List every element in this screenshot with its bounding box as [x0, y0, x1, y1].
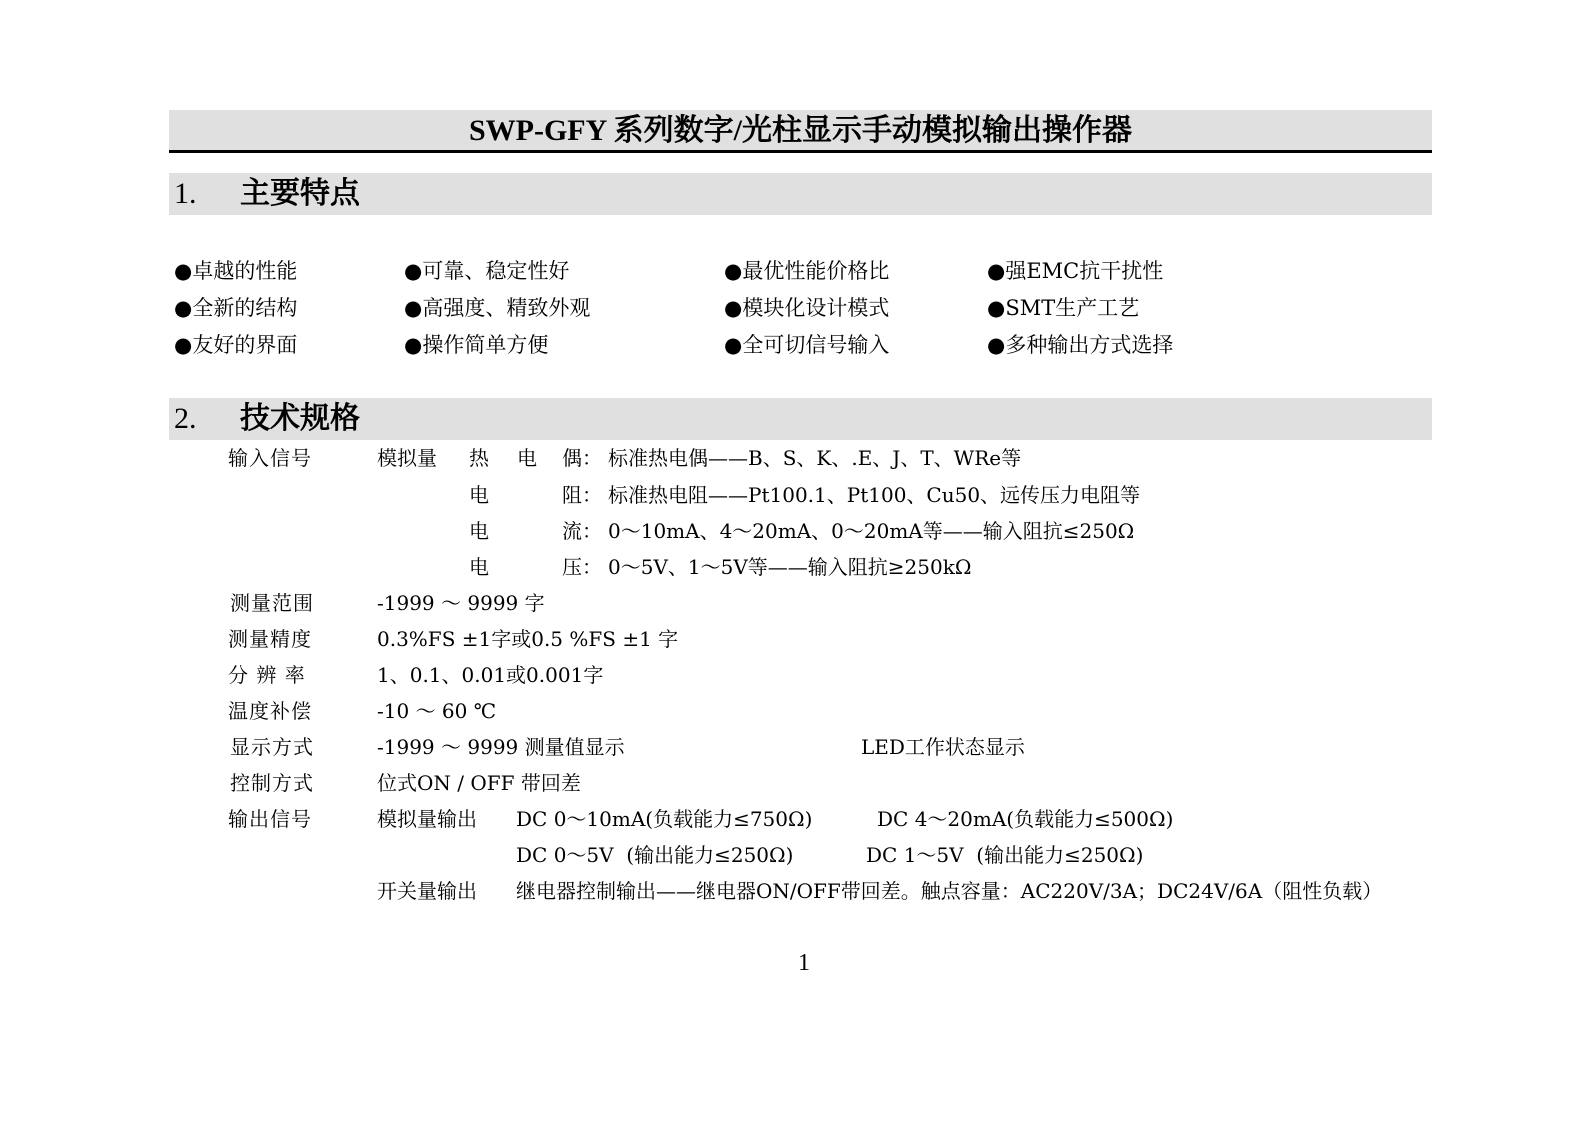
- spec-output-analog-3: DC 0～5V (输出能力≤250Ω): [516, 843, 794, 867]
- section-2-title: 技术规格: [240, 401, 360, 436]
- feature-item: ●最优性能价格比: [724, 259, 890, 283]
- feature-item: ●SMT生产工艺: [987, 296, 1140, 320]
- spec-output-analog-1: DC 0～10mA(负载能力≤750Ω): [516, 807, 813, 831]
- section-1-title: 主要特点: [240, 176, 360, 211]
- spec-input-key: 电: [517, 446, 537, 470]
- spec-accuracy-value: 0.3%FS ±1字或0.5 %FS ±1 字: [377, 627, 679, 651]
- spec-input-key: 流：: [562, 519, 602, 543]
- spec-label-input: 输入信号: [228, 446, 312, 470]
- spec-display-value-2: LED工作状态显示: [861, 735, 1025, 759]
- spec-input-key: 压：: [562, 555, 602, 579]
- spec-output-analog-4: DC 1～5V (输出能力≤250Ω): [866, 843, 1144, 867]
- spec-input-value: 标准热电偶——B、S、K、.E、J、T、WRe等: [608, 446, 1022, 470]
- spec-input-value: 0～5V、1～5V等——输入阻抗≥250kΩ: [608, 555, 972, 579]
- spec-input-key: 阻：: [562, 483, 602, 507]
- spec-output-analog-2: DC 4～20mA(负载能力≤500Ω): [877, 807, 1174, 831]
- page-number: 1: [798, 950, 810, 976]
- spec-label-range: 测量范围: [230, 591, 314, 615]
- feature-item: ●强EMC抗干扰性: [987, 259, 1164, 283]
- spec-label-accuracy: 测量精度: [228, 627, 312, 651]
- spec-input-key: 热: [469, 446, 489, 470]
- feature-item: ●操作简单方便: [404, 333, 549, 357]
- spec-label-control: 控制方式: [230, 771, 314, 795]
- spec-input-key: 电: [469, 555, 489, 579]
- spec-temp-comp-value: -10 ～ 60 ℃: [377, 699, 497, 723]
- spec-output-switch-value: 继电器控制输出——继电器ON/OFF带回差。触点容量：AC220V/3A；DC24V/6A（阻性负载）: [516, 879, 1383, 903]
- spec-range-value: -1999 ～ 9999 字: [377, 591, 545, 615]
- feature-item: ●模块化设计模式: [724, 296, 890, 320]
- spec-input-value: 0～10mA、4～20mA、0～20mA等——输入阻抗≤250Ω: [608, 519, 1135, 543]
- spec-input-key: 偶：: [562, 446, 602, 470]
- document-title: SWP-GFY 系列数字/光柱显示手动模拟输出操作器: [468, 114, 1133, 147]
- spec-label-temp-comp: 温度补偿: [228, 699, 312, 723]
- spec-label-display: 显示方式: [230, 735, 314, 759]
- spec-label-resolution: 分 辨 率: [228, 663, 306, 687]
- feature-item: ●全新的结构: [174, 296, 298, 320]
- spec-output-switch-label: 开关量输出: [377, 879, 477, 903]
- feature-item: ●全可切信号输入: [724, 333, 890, 357]
- feature-item: ●多种输出方式选择: [987, 333, 1174, 357]
- feature-item: ●可靠、稳定性好: [404, 259, 570, 283]
- spec-input-key: 电: [469, 483, 489, 507]
- feature-item: ●高强度、精致外观: [404, 296, 591, 320]
- spec-label-output: 输出信号: [228, 807, 312, 831]
- feature-item: ●友好的界面: [174, 333, 298, 357]
- spec-display-value: -1999 ～ 9999 测量值显示: [377, 735, 625, 759]
- spec-output-analog-label: 模拟量输出: [377, 807, 477, 831]
- spec-input-type: 模拟量: [377, 446, 437, 470]
- spec-input-key: 电: [469, 519, 489, 543]
- spec-input-value: 标准热电阻——Pt100.1、Pt100、Cu50、远传压力电阻等: [608, 483, 1141, 507]
- feature-item: ●卓越的性能: [174, 259, 298, 283]
- spec-resolution-value: 1、0.1、0.01或0.001字: [377, 663, 604, 687]
- section-2-number: 2.: [174, 402, 197, 435]
- section-1-number: 1.: [174, 177, 197, 210]
- spec-control-value: 位式ON / OFF 带回差: [377, 771, 581, 795]
